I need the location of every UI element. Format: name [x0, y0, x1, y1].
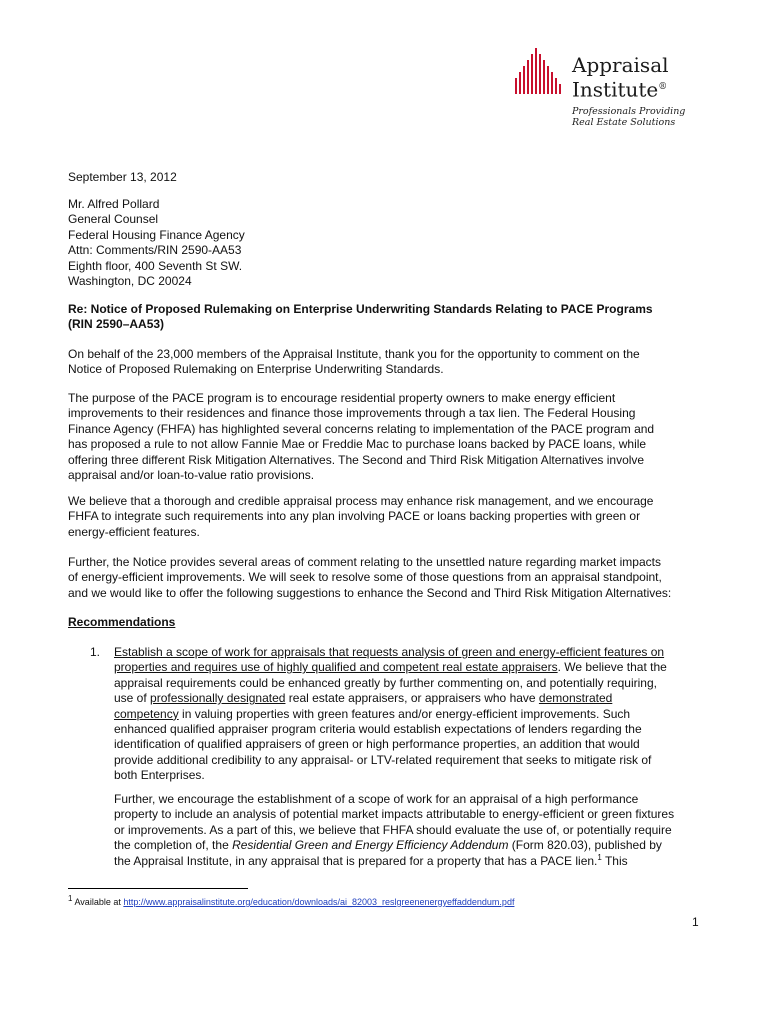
item-line: identification of qualified appraisers of green or high performance properties, an addition that would — [114, 737, 640, 752]
footnote-reference: 1 — [597, 852, 602, 862]
paragraph-belief — [68, 494, 698, 540]
logo-name-line1: Appraisal — [572, 53, 669, 77]
list-number: 1. — [90, 645, 101, 659]
paragraph-line: offering three different Risk Mitigation Alternatives. The Second and Third Risk Mitigation Alternatives involve — [68, 452, 645, 467]
recommendation-item-1-continued — [114, 792, 714, 869]
logo-tagline — [572, 106, 685, 128]
logo-name-line2: Institute® — [572, 77, 668, 102]
letter-date: September 13, 2012 — [68, 170, 177, 184]
logo-tagline-line2: Real Estate Solutions — [572, 117, 676, 128]
footnote-prefix: Available at — [74, 897, 124, 907]
recommendation-item-1 — [114, 645, 714, 784]
paragraph-line: appraisal and/or loan-to-value ratio provisions. — [68, 468, 315, 483]
paragraph-pace-purpose — [68, 391, 698, 483]
item-line: enhanced qualified appraiser program criteria would establish expectations of lenders regarding the — [114, 722, 642, 737]
footnote-divider — [68, 888, 248, 889]
item-line: competency in valuing properties with green features and/or energy-efficient improvements. Such — [114, 706, 631, 721]
paragraph-line: and we would like to offer the following suggestions to enhance the Second and Third Risk Mitigation Alternatives: — [68, 585, 672, 600]
paragraph-further — [68, 555, 698, 601]
address-line: Federal Housing Finance Agency — [68, 227, 245, 242]
paragraph-line: of energy-efficient improvements. We will seek to resolve some of those questions from an appraisal standpoint, — [68, 570, 662, 585]
paragraph-line: has proposed a rule to not allow Fannie Mae or Freddie Mac to purchase loans backed by PACE loans, while — [68, 437, 647, 452]
address-line: Eighth floor, 400 Seventh St SW. — [68, 258, 243, 273]
logo-bars-icon — [512, 44, 568, 104]
paragraph-line: FHFA to integrate such requirements into any plan involving PACE or loans backing properties with green or — [68, 509, 641, 524]
footnote-marker: 1 — [68, 894, 73, 903]
page-number: 1 — [692, 915, 699, 929]
item-line: the completion of, the Residential Green and Energy Efficiency Addendum (Form 820.03), published by — [114, 838, 662, 853]
paragraph-line: On behalf of the 23,000 members of the Appraisal Institute, thank you for the opportunity to comment on the — [68, 347, 640, 361]
item-line: both Enterprises. — [114, 768, 205, 783]
recipient-address — [68, 197, 698, 289]
paragraph-line: Finance Agency (FHFA) has highlighted several concerns relating to implementation of the PACE program and — [68, 421, 655, 436]
address-line: Washington, DC 20024 — [68, 274, 192, 289]
paragraph-line: Notice of Proposed Rulemaking on Enterprise Underwriting Standards. — [68, 362, 444, 377]
paragraph-line: improvements to their residences and finance those improvements through a tax lien. The Federal Housing — [68, 406, 636, 421]
address-line: Mr. Alfred Pollard — [68, 197, 160, 211]
logo-tagline-line1: Professionals Providing — [572, 106, 686, 117]
paragraph-intro — [68, 347, 698, 378]
logo-name — [572, 54, 669, 101]
item-line: appraisal requirements could be enhanced greatly by further commenting on, and potentially requiring, — [114, 675, 657, 690]
footnote — [68, 896, 514, 908]
item-line: use of professionally designated real estate appraisers, or appraisers who have demonstrated — [114, 691, 613, 706]
item-line: property to include an analysis of potential market impacts attributable to energy-efficient or green fixtures — [114, 807, 675, 822]
item-line: Further, we encourage the establishment of a scope of work for an appraisal of a high performance — [114, 792, 639, 806]
address-line: Attn: Comments/RIN 2590-AA53 — [68, 243, 242, 258]
item-line: the Appraisal Institute, in any appraisal that is prepared for a property that has a PACE lien.$^1$ This — [114, 852, 628, 868]
footnote-link[interactable]: http://www.appraisalinstitute.org/education/downloads/ai_82003_reslgreenenergyeffaddendum.pdf — [123, 897, 515, 907]
paragraph-line: energy-efficient features. — [68, 524, 200, 539]
item-line: Establish a scope of work for appraisals that requests analysis of green and energy-efficient features on — [114, 645, 665, 659]
paragraph-line: The purpose of the PACE program is to encourage residential property owners to make energy efficient — [68, 391, 616, 405]
paragraph-line: Further, the Notice provides several areas of comment relating to the unsettled nature regarding market impacts — [68, 555, 661, 569]
item-line: properties and requires use of highly qualified and competent real estate appraisers. We believe that the — [114, 660, 667, 675]
item-line: or improvements. As a part of this, we believe that FHFA should evaluate the use of, or potentially require — [114, 822, 672, 837]
subject-line-1: Re: Notice of Proposed Rulemaking on Enterprise Underwriting Standards Relating to PACE Programs — [68, 302, 653, 316]
paragraph-line: We believe that a thorough and credible appraisal process may enhance risk management, and we encourage — [68, 494, 654, 508]
recommendations-heading: Recommendations — [68, 615, 176, 629]
subject-line-2: (RIN 2590–AA53) — [68, 317, 165, 332]
address-line: General Counsel — [68, 212, 159, 227]
subject-line — [68, 302, 698, 333]
item-line: provide additional credibility to any appraisal- or LTV-related requirement that seeks to mitigate risk of — [114, 752, 652, 767]
appraisal-institute-logo — [512, 44, 712, 134]
